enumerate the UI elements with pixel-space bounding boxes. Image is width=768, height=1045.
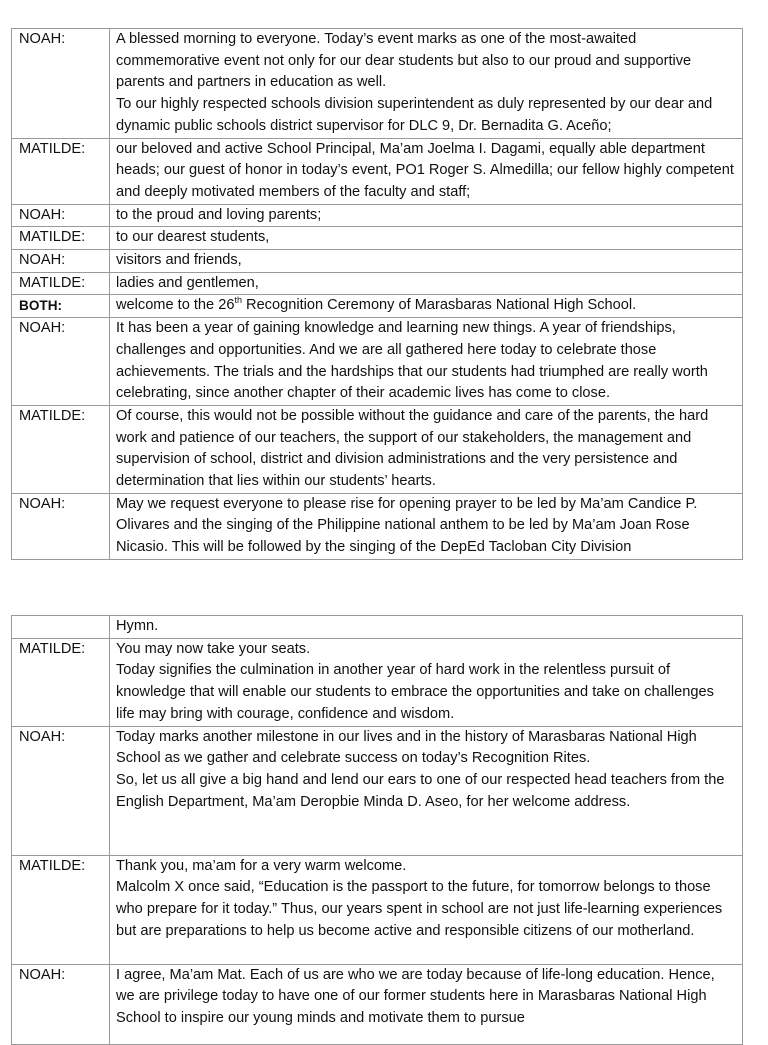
dialogue-line: A blessed morning to everyone. Today’s event marks as one of the most-awaited commemorative event not only for our dear students but also to our proud and supportive parents and partners in education as well.	[116, 31, 692, 91]
dialogue-cell	[110, 138, 743, 204]
dialogue-cell	[110, 295, 743, 318]
dialogue-line: our beloved and active School Principal, Ma’am Joelma I. Dagami, equally able department heads; our guest of honor in today’s event, PO1 Roger S. Almedilla; our fellow highly competent and deeply motivated members of the faculty and staff;	[116, 140, 734, 200]
dialogue-line: Hymn.	[116, 618, 159, 634]
script-row	[12, 638, 743, 726]
dialogue-cell	[110, 964, 743, 1044]
script-table-page-2	[11, 615, 743, 1045]
script-table-page-1	[11, 28, 743, 560]
speaker-cell: MATILDE:	[12, 855, 110, 964]
dialogue-line: You may now take your seats.	[116, 640, 311, 657]
dialogue-line: to the proud and loving parents;	[116, 206, 322, 223]
dialogue-line: to our dearest students,	[116, 229, 270, 246]
speaker-cell: NOAH:	[12, 204, 110, 227]
dialogue-cell	[110, 616, 743, 639]
dialogue-cell	[110, 638, 743, 726]
script-row	[12, 204, 743, 227]
dialogue-line: So, let us all give a big hand and lend our ears to one of our respected head teachers from the English Department, Ma’am Deropbie Minda D. Aseo, for her welcome address.	[116, 771, 725, 810]
script-row	[12, 272, 743, 295]
dialogue-line: To our highly respected schools division superintendent as duly represented by our dear and dynamic public schools district supervisor for DLC 9, Dr. Bernadita G. Aceño;	[116, 96, 713, 134]
dialogue-line: Today signifies the culmination in another year of hard work in the relentless pursuit of knowledge that will enable our students to embrace the opportunities and take on challenges life may bring with courage, confidence and wisdom.	[116, 662, 714, 722]
dialogue-cell	[110, 272, 743, 295]
speaker-cell: MATILDE:	[12, 138, 110, 204]
dialogue-line: Of course, this would not be possible without the guidance and care of the parents, the hard work and patience of our teachers, the support of our stakeholders, the management and supervision of school, district and division administrations and the very persistence and determination that lies within our students’ hearts.	[116, 407, 709, 490]
script-row	[12, 855, 743, 964]
ordinal-suffix: th	[234, 295, 242, 306]
dialogue-line: Thank you, ma’am for a very warm welcome.	[116, 857, 407, 874]
dialogue-cell	[110, 726, 743, 855]
dialogue-line: visitors and friends,	[116, 252, 242, 269]
dialogue-line: Today marks another milestone in our lives and in the history of Marasbaras National High School as we gather and celebrate success on today’s Recognition Rites.	[116, 728, 697, 767]
speaker-cell: NOAH:	[12, 964, 110, 1044]
speaker-cell: NOAH:	[12, 493, 110, 559]
dialogue-cell	[110, 318, 743, 406]
speaker-cell: MATILDE:	[12, 405, 110, 493]
speaker-cell	[12, 616, 110, 639]
dialogue-cell	[110, 204, 743, 227]
script-row	[12, 726, 743, 855]
dialogue-line: I agree, Ma’am Mat. Each of us are who we are today because of life-long education. Hence, we are privilege today to have one of our former students here in Marasbaras National High School to inspire our young minds and motivate them to pursue	[116, 966, 715, 1026]
script-row	[12, 227, 743, 250]
dialogue-cell	[110, 250, 743, 273]
dialogue-cell	[110, 855, 743, 964]
dialogue-line: Malcolm X once said, “Education is the passport to the future, for tomorrow belongs to those who prepare for it today.” Thus, our years spent in school are not just life-learning experiences but are preparations to help us become active and responsible citizens of our motherland.	[116, 879, 723, 939]
speaker-cell: NOAH:	[12, 250, 110, 273]
speaker-cell: NOAH:	[12, 726, 110, 855]
dialogue-line: It has been a year of gaining knowledge and learning new things. A year of friendships, challenges and opportunities. And we are all gathered here today to celebrate those achievements. The trials and the hardships that our students had triumphed are really worth celebrating, since another chapter of their academic lives has come to close.	[116, 320, 708, 402]
script-row	[12, 616, 743, 639]
script-row	[12, 29, 743, 139]
script-row	[12, 138, 743, 204]
dialogue-cell	[110, 493, 743, 559]
dialogue-line: ladies and gentlemen,	[116, 274, 259, 291]
script-row	[12, 964, 743, 1044]
speaker-cell: MATILDE:	[12, 272, 110, 295]
dialogue-line: May we request everyone to please rise for opening prayer to be led by Ma’am Candice P. Olivares and the singing of the Philippine national anthem to be led by Ma’am Joan Rose Nicasio. This will be followed by the singing of the DepEd Tacloban City Division	[116, 495, 698, 556]
script-row	[12, 405, 743, 493]
speaker-cell: MATILDE:	[12, 227, 110, 250]
speaker-cell: NOAH:	[12, 318, 110, 406]
welcome-text-after: Recognition Ceremony of Marasbaras National High School.	[241, 297, 637, 314]
script-row	[12, 295, 743, 318]
script-row	[12, 318, 743, 406]
speaker-cell: MATILDE:	[12, 638, 110, 726]
script-row	[12, 493, 743, 559]
dialogue-cell	[110, 405, 743, 493]
speaker-cell: NOAH:	[12, 29, 110, 139]
dialogue-cell	[110, 29, 743, 139]
script-row	[12, 250, 743, 273]
speaker-cell: BOTH:	[12, 295, 110, 318]
welcome-text-before: welcome to the 26	[116, 297, 235, 314]
dialogue-line	[116, 295, 736, 317]
dialogue-cell	[110, 227, 743, 250]
